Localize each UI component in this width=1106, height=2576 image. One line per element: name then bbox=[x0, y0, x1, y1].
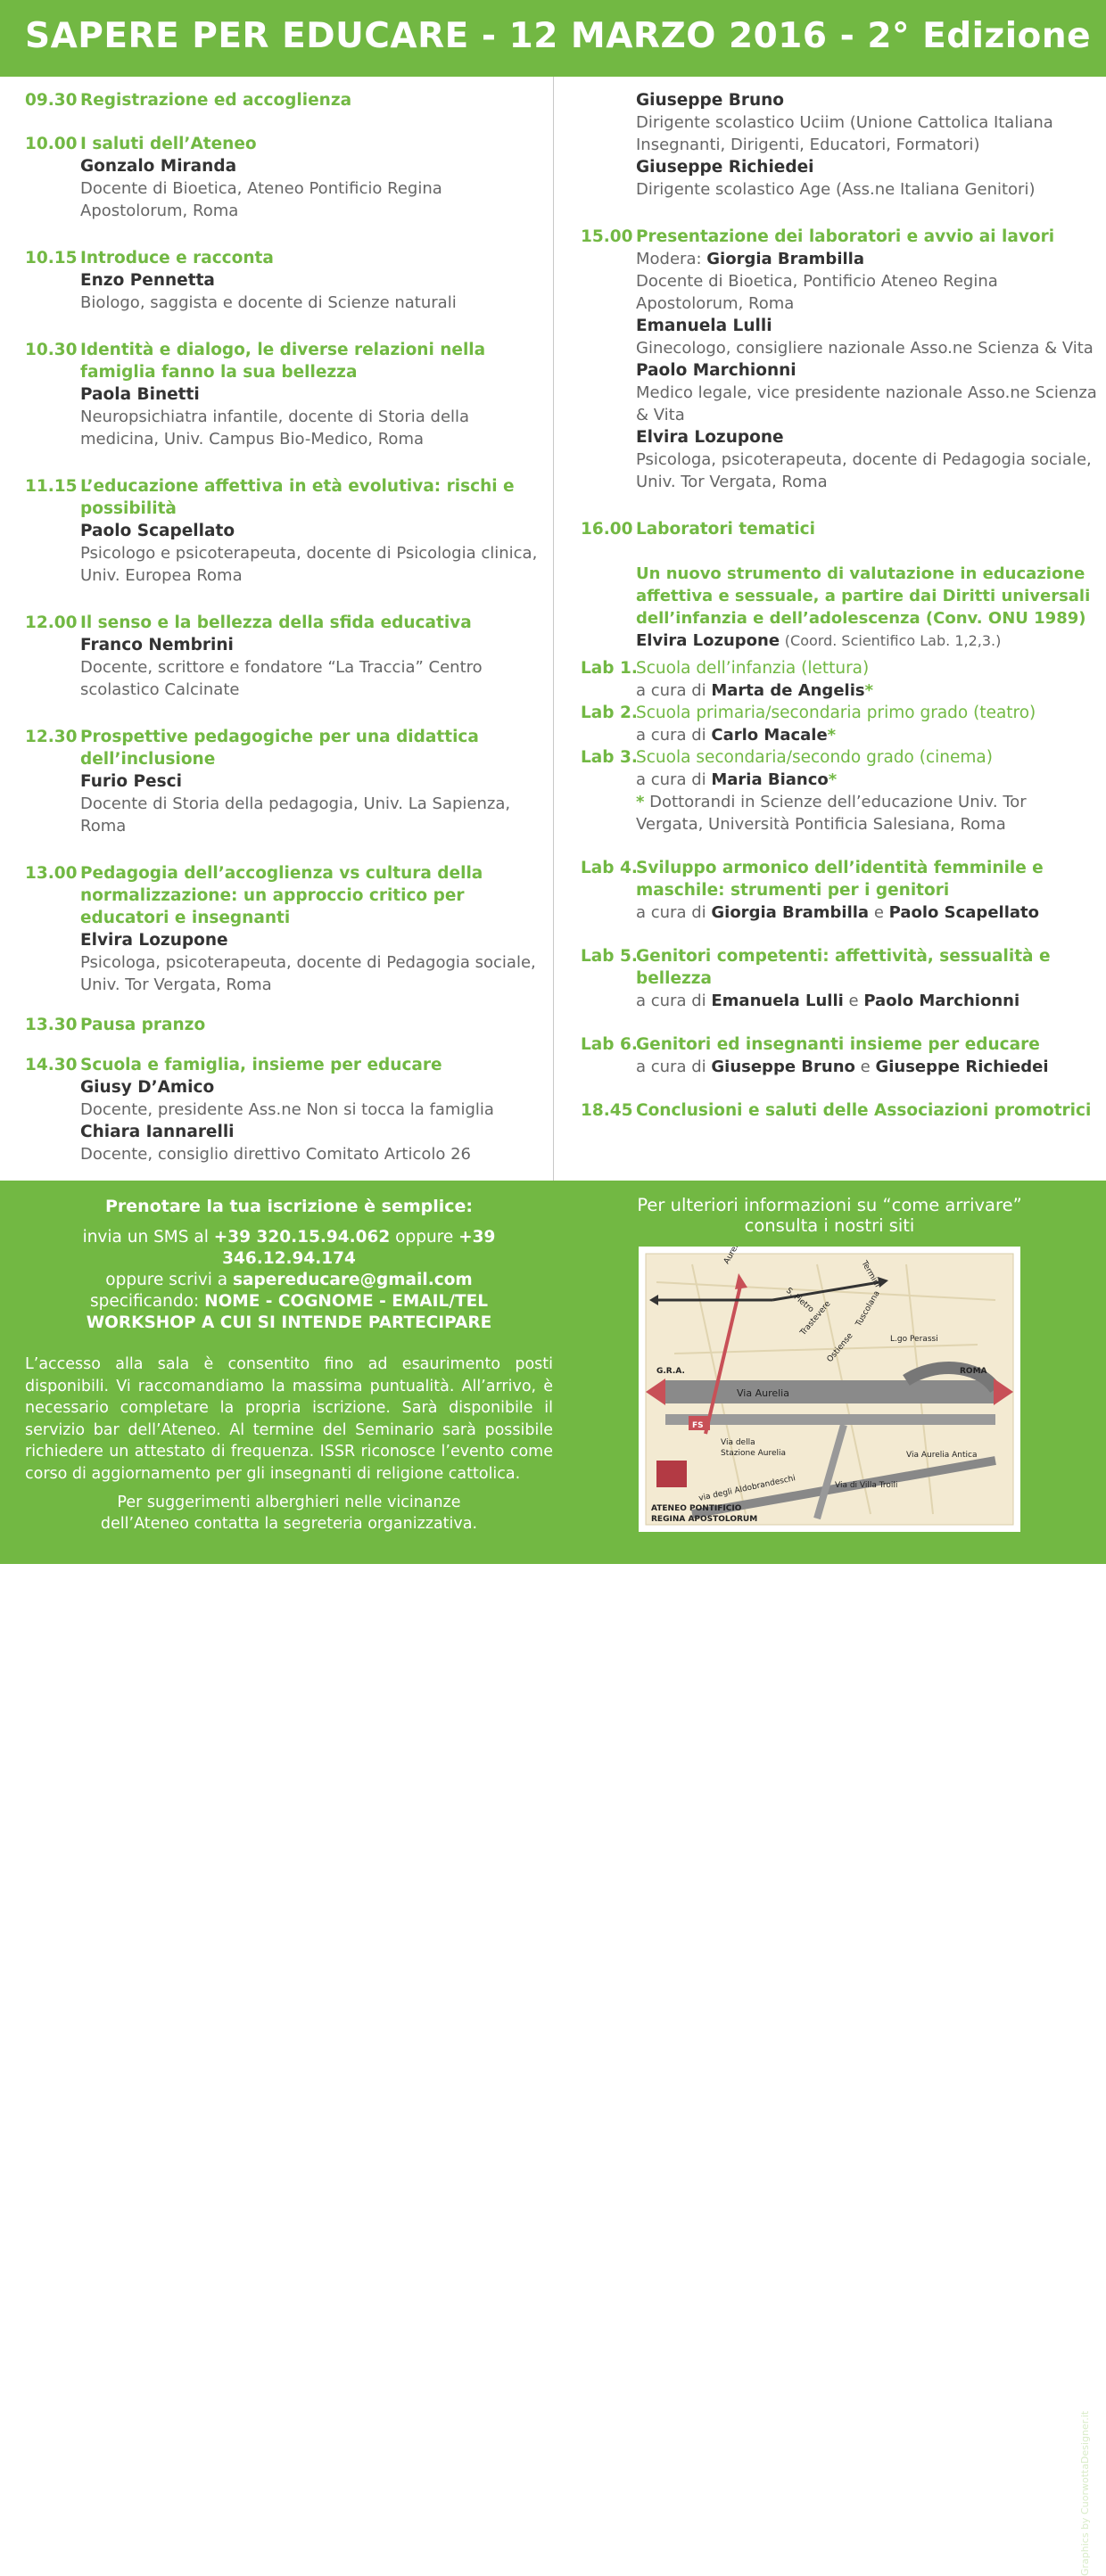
lab-title: Sviluppo armonico dell’identità femminile e maschile: strumenti per i genitori bbox=[636, 859, 1044, 900]
event-1200 bbox=[25, 612, 542, 701]
asterisk: * bbox=[828, 770, 838, 789]
event-title: L’educazione affettiva in età evolutiva: rischi e possibilità bbox=[80, 477, 515, 518]
registration-info bbox=[25, 1195, 553, 1535]
lab-number: Lab 4. bbox=[581, 859, 638, 877]
map-label: Ostiense bbox=[825, 1331, 855, 1364]
lab-curator: a cura di Maria Bianco* bbox=[636, 770, 838, 789]
curator-name: Maria Bianco bbox=[711, 770, 829, 789]
event-time: 12.00 bbox=[25, 613, 78, 632]
map-label: via degli Aldobrandeschi bbox=[697, 1474, 796, 1503]
speaker-name: Giusy D’Amico bbox=[80, 1078, 215, 1097]
event-title: Registrazione ed accoglienza bbox=[80, 91, 352, 110]
map-label: ROMA bbox=[960, 1367, 987, 1376]
event-title: Il senso e la bellezza della sfida educativa bbox=[80, 613, 472, 632]
lab-curator: a cura di Giorgia Brambilla e Paolo Scapellato bbox=[636, 903, 1039, 922]
event-0930 bbox=[25, 89, 542, 111]
directions-info bbox=[584, 1195, 1075, 1236]
directions-line-1: Per ulteriori informazioni su “come arrivare” bbox=[637, 1195, 1022, 1215]
directions-line-2: consulta i nostri siti bbox=[744, 1215, 915, 1236]
event-title: Pedagogia dell’accoglienza vs cultura della normalizzazione: un approccio critico per educatori e insegnanti bbox=[80, 864, 483, 927]
event-time: 10.15 bbox=[25, 249, 78, 267]
lab-1 bbox=[581, 657, 1098, 702]
event-time: 10.00 bbox=[25, 135, 78, 153]
asterisk: * bbox=[636, 793, 645, 811]
moderator-name: Giorgia Brambilla bbox=[706, 250, 864, 268]
lab-number: Lab 2. bbox=[581, 704, 638, 722]
speaker-name: Giuseppe Bruno bbox=[636, 91, 785, 110]
lab-title: Scuola dell’infanzia (lettura) bbox=[636, 659, 870, 678]
lab-title: Genitori ed insegnanti insieme per educare bbox=[636, 1035, 1040, 1054]
map-label: Via della bbox=[721, 1438, 755, 1447]
coordinator-name: Elvira Lozupone bbox=[636, 631, 780, 650]
event-1030 bbox=[25, 339, 542, 450]
event-1300 bbox=[25, 862, 542, 996]
lab-3 bbox=[581, 746, 1098, 835]
event-title: Conclusioni e saluti delle Associazioni promotrici bbox=[636, 1101, 1092, 1120]
workshop-line: WORKSHOP A CUI SI INTENDE PARTECIPARE bbox=[86, 1313, 492, 1332]
speaker-name: Chiara Iannarelli bbox=[80, 1123, 235, 1141]
speaker-role: Dirigente scolastico Age (Ass.ne Italiana Genitori) bbox=[636, 180, 1036, 199]
email-address: sapereducare@gmail.com bbox=[233, 1271, 473, 1289]
lab-curator: a cura di Emanuela Lulli e Paolo Marchionni bbox=[636, 992, 1020, 1010]
event-1115 bbox=[25, 475, 542, 587]
map-label: ATENEO PONTIFICIO bbox=[651, 1504, 742, 1513]
lab-4 bbox=[581, 857, 1098, 924]
speaker-name: Gonzalo Miranda bbox=[80, 157, 237, 176]
curator-name: Carlo Macale bbox=[711, 726, 828, 745]
event-time: 11.15 bbox=[25, 477, 78, 496]
speaker-role: Biologo, saggista e docente di Scienze naturali bbox=[80, 293, 457, 312]
event-title: Introduce e racconta bbox=[80, 249, 274, 267]
curator-name: Giuseppe Bruno bbox=[711, 1058, 855, 1076]
map-label: Stazione Aurelia bbox=[721, 1449, 787, 1458]
speaker-role: Docente di Bioetica, Ateneo Pontificio Regina Apostolorum, Roma bbox=[80, 179, 442, 220]
event-1430 bbox=[25, 1054, 542, 1165]
event-time: 18.45 bbox=[581, 1101, 633, 1120]
moderator-label: Modera: bbox=[636, 250, 702, 268]
speaker-name: Furio Pesci bbox=[80, 772, 182, 791]
continued-speakers bbox=[581, 89, 1098, 201]
event-title: Presentazione dei laboratori e avvio ai lavori bbox=[636, 227, 1055, 246]
sms-line: invia un SMS al +39 320.15.94.062 oppure +39 346.12.94.174 bbox=[82, 1228, 496, 1268]
curator-name: Giorgia Brambilla bbox=[711, 903, 870, 922]
speaker-name: Enzo Pennetta bbox=[80, 271, 215, 290]
map-label: Via Aurelia bbox=[737, 1387, 789, 1399]
event-time: 15.00 bbox=[581, 227, 633, 246]
graphics-credit: Graphics by CuorwottaDesigner.it bbox=[1079, 2410, 1091, 2576]
lab-number: Lab 1. bbox=[581, 659, 638, 678]
access-notice: L’accesso alla sala è consentito fino ad esaurimento posti disponibili. Vi raccomandiamo la massima puntualità. All’arrivo, è necessario completare la propria iscrizione. Sarà disponibile il servizio bar dell’Ateneo. Al termine del Seminario sarà possibile richiedere un attestato di frequenza. ISSR riconosce l’evento come corso di aggiornamento per gli insegnanti di religione cattolica. bbox=[25, 1355, 553, 1483]
footnote bbox=[581, 791, 1098, 835]
moderator-line bbox=[636, 248, 1098, 270]
hotel-hint: Per suggerimenti alberghieri nelle vicinanze dell’Ateneo contatta la segreteria organizzativa. bbox=[100, 1494, 478, 1533]
location-map bbox=[639, 1247, 1020, 1532]
event-1330 bbox=[25, 1014, 542, 1036]
lab-number: Lab 5. bbox=[581, 947, 638, 966]
lab-title: Scuola secondaria/secondo grado (cinema) bbox=[636, 748, 993, 767]
map-label: FS bbox=[692, 1421, 704, 1430]
lab-5 bbox=[581, 945, 1098, 1012]
map-label: Termini bbox=[859, 1259, 882, 1289]
lab-curator: a cura di Carlo Macale* bbox=[636, 726, 837, 745]
asterisk: * bbox=[827, 726, 837, 745]
fields-line: specificando: NOME - COGNOME - EMAIL/TEL bbox=[89, 1292, 489, 1311]
speaker-name: Elvira Lozupone bbox=[636, 428, 784, 447]
speaker-role: Psicologa, psicoterapeuta, docente di Pedagogia sociale, Univ. Tor Vergata, Roma bbox=[636, 450, 1092, 491]
speaker-role: Ginecologo, consigliere nazionale Asso.ne Scienza & Vita bbox=[636, 339, 1094, 358]
event-1000 bbox=[25, 133, 542, 222]
curator-name: Emanuela Lulli bbox=[711, 992, 844, 1010]
event-title: Prospettive pedagogiche per una didattica dell’inclusione bbox=[80, 728, 479, 769]
map-label: G.R.A. bbox=[656, 1367, 685, 1376]
registration-title: Prenotare la tua iscrizione è semplice: bbox=[104, 1197, 474, 1216]
speaker-role: Neuropsichiatra infantile, docente di Storia della medicina, Univ. Campus Bio-Medico, Roma bbox=[80, 407, 470, 449]
lab-title: Scuola primaria/secondaria primo grado (teatro) bbox=[636, 704, 1036, 722]
column-divider bbox=[553, 77, 554, 1181]
lab-number: Lab 3. bbox=[581, 748, 638, 767]
event-1015 bbox=[25, 247, 542, 314]
event-time: 12.30 bbox=[25, 728, 78, 746]
speaker-role: Docente, scrittore e fondatore “La Traccia” Centro scolastico Calcinate bbox=[80, 658, 483, 699]
speaker-name: Paolo Scapellato bbox=[80, 522, 235, 540]
labs-subtitle: Un nuovo strumento di valutazione in educazione affettiva e sessuale, a partire dai Diritti universali dell’infanzia e dell’adolescenza (Conv. ONU 1989) bbox=[636, 564, 1091, 628]
map-illustration bbox=[639, 1247, 1020, 1532]
speaker-name: Paolo Marchionni bbox=[636, 361, 796, 380]
event-time: 10.30 bbox=[25, 341, 78, 359]
speaker-role: Dirigente scolastico Uciim (Unione Cattolica Italiana Insegnanti, Dirigenti, Educatori, Formatori) bbox=[636, 113, 1053, 154]
event-title: Identità e dialogo, le diverse relazioni nella famiglia fanno la sua bellezza bbox=[80, 341, 486, 382]
map-label: S. Pietro bbox=[784, 1286, 816, 1315]
phone-number: +39 346.12.94.174 bbox=[222, 1228, 496, 1268]
lab-number: Lab 6. bbox=[581, 1035, 638, 1054]
speaker-role: Docente di Storia della pedagogia, Univ. La Sapienza, Roma bbox=[80, 794, 511, 835]
lab-title: Genitori competenti: affettività, sessualità e bellezza bbox=[636, 947, 1051, 988]
speaker-name: Elvira Lozupone bbox=[80, 931, 228, 950]
map-label: Tuscolana bbox=[854, 1289, 882, 1329]
moderator-role: Docente di Bioetica, Pontificio Ateneo Regina Apostolorum, Roma bbox=[636, 272, 998, 313]
event-1500 bbox=[581, 226, 1098, 493]
speaker-role: Psicologo e psicoterapeuta, docente di Psicologia clinica, Univ. Europea Roma bbox=[80, 544, 538, 585]
map-label: Trastevere bbox=[798, 1299, 833, 1337]
event-time: 13.00 bbox=[25, 864, 78, 883]
speaker-role: Psicologa, psicoterapeuta, docente di Pedagogia sociale, Univ. Tor Vergata, Roma bbox=[80, 953, 536, 994]
right-column bbox=[581, 89, 1098, 1143]
header-bar bbox=[0, 0, 1106, 77]
speaker-role: Medico legale, vice presidente nazionale Asso.ne Scienza & Vita bbox=[636, 383, 1097, 424]
event-time: 14.30 bbox=[25, 1056, 78, 1074]
map-label: Aurelia bbox=[722, 1247, 745, 1266]
event-time: 13.30 bbox=[25, 1016, 78, 1034]
speaker-role: Docente, presidente Ass.ne Non si tocca la famiglia bbox=[80, 1100, 494, 1119]
lab-curator: a cura di Giuseppe Bruno e Giuseppe Richiedei bbox=[636, 1058, 1049, 1076]
coordinator-note: (Coord. Scientifico Lab. 1,2,3.) bbox=[784, 632, 1002, 649]
left-column bbox=[25, 89, 542, 1187]
map-label: REGINA APOSTOLORUM bbox=[651, 1515, 758, 1524]
event-title: Scuola e famiglia, insieme per educare bbox=[80, 1056, 442, 1074]
curator-name: Giuseppe Richiedei bbox=[875, 1058, 1049, 1076]
event-1230 bbox=[25, 726, 542, 837]
event-title: Laboratori tematici bbox=[636, 520, 815, 539]
speaker-name: Franco Nembrini bbox=[80, 636, 234, 654]
curator-name: Marta de Angelis bbox=[711, 681, 865, 700]
page-title: SAPERE PER EDUCARE - 12 MARZO 2016 - 2° Edizione bbox=[25, 16, 1092, 56]
event-1845 bbox=[581, 1099, 1098, 1122]
event-title: Pausa pranzo bbox=[80, 1016, 206, 1034]
lab-curator: a cura di Marta de Angelis* bbox=[636, 681, 874, 700]
lab-2 bbox=[581, 702, 1098, 746]
speaker-name: Paola Binetti bbox=[80, 385, 200, 404]
speaker-name: Giuseppe Richiedei bbox=[636, 158, 814, 177]
map-label: Via Aurelia Antica bbox=[906, 1451, 978, 1460]
phone-number: +39 320.15.94.062 bbox=[213, 1228, 391, 1247]
event-time: 09.30 bbox=[25, 91, 78, 110]
coordinator-line bbox=[636, 630, 1098, 652]
ateneo-marker bbox=[656, 1461, 687, 1487]
curator-name: Paolo Marchionni bbox=[863, 992, 1020, 1010]
asterisk: * bbox=[864, 681, 874, 700]
curator-name: Paolo Scapellato bbox=[888, 903, 1039, 922]
email-line: oppure scrivi a sapereducare@gmail.com bbox=[105, 1271, 473, 1289]
speaker-name: Emanuela Lulli bbox=[636, 317, 772, 335]
lab-6 bbox=[581, 1033, 1098, 1078]
map-label: Via di Villa Troili bbox=[835, 1481, 898, 1490]
event-time: 16.00 bbox=[581, 520, 633, 539]
footnote-text: Dottorandi in Scienze dell’educazione Univ. Tor Vergata, Università Pontificia Salesiana, Roma bbox=[636, 793, 1027, 834]
event-1600 bbox=[581, 518, 1098, 652]
speaker-role: Docente, consiglio direttivo Comitato Articolo 26 bbox=[80, 1145, 472, 1164]
map-label: L.go Perassi bbox=[890, 1335, 938, 1344]
event-title: I saluti dell’Ateneo bbox=[80, 135, 257, 153]
